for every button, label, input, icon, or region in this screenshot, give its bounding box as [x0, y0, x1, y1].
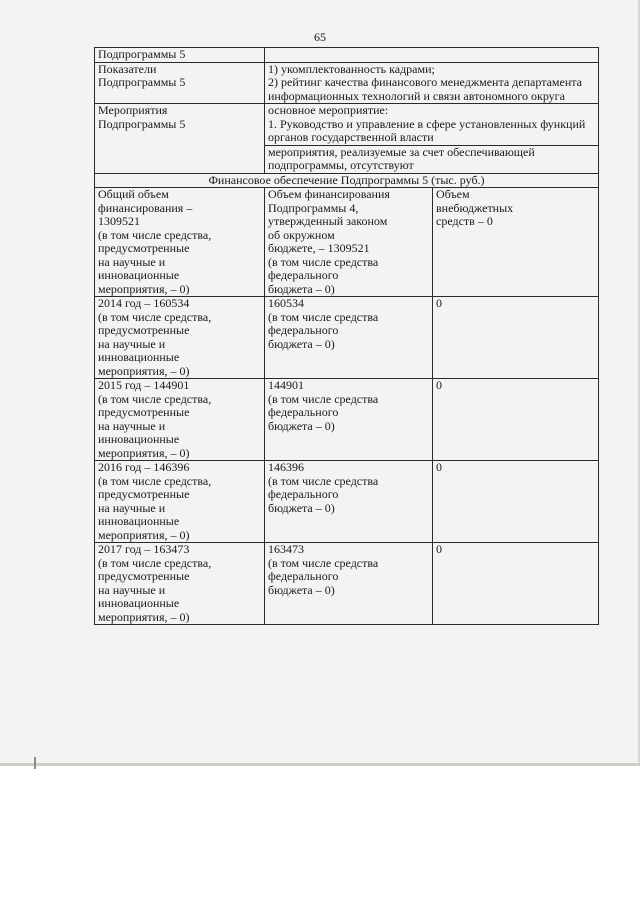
table-row — [95, 104, 599, 146]
year-extrabudget-cell: 0 — [433, 297, 599, 379]
year-total-cell: 2015 год – 144901 (в том числе средства, предусмотренные на научные и инновационные мероприятия, – 0) — [95, 379, 265, 461]
page-number: 65 — [314, 30, 326, 44]
activities-label: Мероприятия Подпрограммы 5 — [95, 104, 265, 174]
year-district-cell: 160534 (в том числе средства федерального бюджета – 0) — [265, 297, 433, 379]
year-extrabudget-cell: 0 — [433, 461, 599, 543]
table-row — [95, 379, 599, 461]
year-total-cell: 2017 год – 163473 (в том числе средства, предусмотренные на научные и инновационные мероприятия, – 0) — [95, 543, 265, 625]
year-extrabudget-cell: 0 — [433, 543, 599, 625]
page-edge — [0, 763, 640, 766]
table-row — [95, 297, 599, 379]
year-total-cell: 2014 год – 160534 (в том числе средства, предусмотренные на научные и инновационные мероприятия, – 0) — [95, 297, 265, 379]
scan-mark — [34, 757, 36, 769]
year-total-cell: 2016 год – 146396 (в том числе средства, предусмотренные на научные и инновационные мероприятия, – 0) — [95, 461, 265, 543]
year-extrabudget-cell: 0 — [433, 379, 599, 461]
finance-extrabudget-cell: Объем внебюджетных средств – 0 — [433, 188, 599, 297]
subprogram-passport-table — [94, 47, 599, 625]
finance-district-cell: Объем финансирования Подпрограммы 4, утвержденный законом об окружном бюджете, – 1309521 (в том числе средства федерального бюджета – 0) — [265, 188, 433, 297]
finance-total-cell: Общий объем финансирования – 1309521 (в том числе средства, предусмотренные на научные и инновационные мероприятия, – 0) — [95, 188, 265, 297]
subprogram-title-cell: Подпрограммы 5 — [95, 48, 265, 63]
indicators-value: 1) укомплектованность кадрами; 2) рейтинг качества финансового менеджмента департамента информационных технологий и связи автономного округа — [265, 62, 599, 104]
table-row — [95, 543, 599, 625]
activities-other: мероприятия, реализуемые за счет обеспечивающей подпрограммы, отсутствуют — [265, 145, 599, 173]
indicators-label: Показатели Подпрограммы 5 — [95, 62, 265, 104]
year-district-cell: 144901 (в том числе средства федерального бюджета – 0) — [265, 379, 433, 461]
year-district-cell: 163473 (в том числе средства федерального бюджета – 0) — [265, 543, 433, 625]
table-row — [95, 461, 599, 543]
table-row — [95, 48, 599, 63]
year-district-cell: 146396 (в том числе средства федерального бюджета – 0) — [265, 461, 433, 543]
finance-header: Финансовое обеспечение Подпрограммы 5 (тыс. руб.) — [95, 173, 599, 188]
activities-main: основное мероприятие: 1. Руководство и управление в сфере установленных функций органов государственной власти — [265, 104, 599, 146]
table-row — [95, 188, 599, 297]
table-row — [95, 62, 599, 104]
empty-cell — [265, 48, 599, 63]
table-row — [95, 173, 599, 188]
